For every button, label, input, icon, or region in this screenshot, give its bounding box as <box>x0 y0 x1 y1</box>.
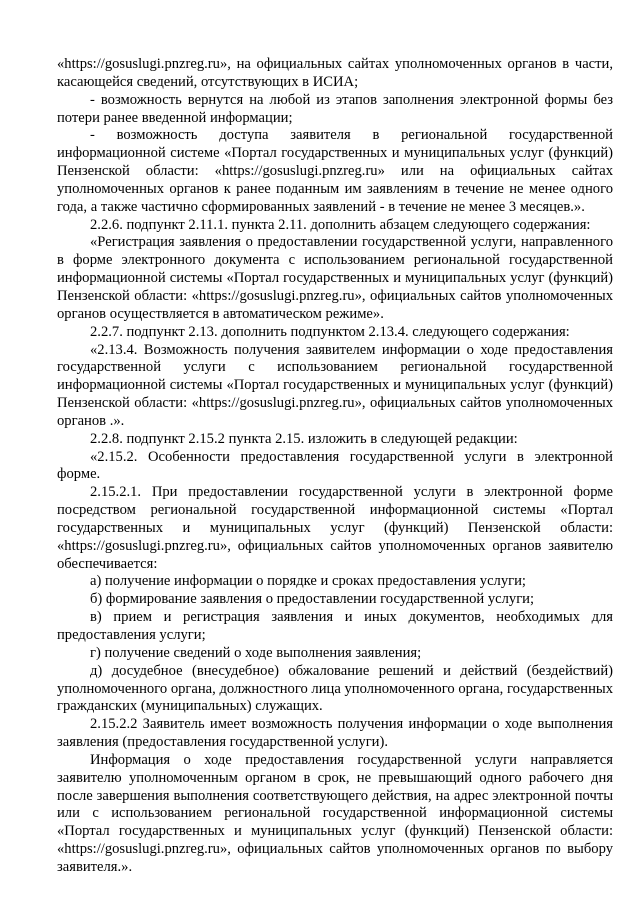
paragraph-4: 2.2.6. подпункт 2.11.1. пункта 2.11. дополнить абзацем следующего содержания: <box>90 216 591 233</box>
paragraph-6: 2.2.7. подпункт 2.13. дополнить подпунктом 2.13.4. следующего содержания: <box>90 323 570 340</box>
paragraph-10: 2.15.2.1. При предоставлении государственной услуги в электронной форме посредством региональной государственной информационной системы «Портал государственных и муниципальных услуг (функций) Пензенской области: «https://gosuslugi.pnzreg.ru», официальных сайтов уполномоченных органов заявителю обеспечивается: <box>57 484 613 572</box>
paragraph-17: Информация о ходе предоставления государственной услуги направляется заявителю уполномоченным органом в срок, не превышающий одного рабочего дня после завершения выполнения соответствующего действия, на адрес электронной почты или с использованием региональной государственной информационной системы «Портал государственных и муниципальных услуг (функций) Пензенской области: «https://gosuslugi.pnzreg.ru», официальных сайтов уполномоченных органов по выбору заявителя.». <box>57 751 613 875</box>
document-page <box>57 56 613 877</box>
paragraph-12: б) формирование заявления о предоставлении государственной услуги; <box>90 591 535 608</box>
paragraph-13: в) прием и регистрация заявления и иных документов, необходимых для предоставления услуги; <box>57 609 613 643</box>
paragraph-1: «https://gosuslugi.pnzreg.ru», на официальных сайтах уполномоченных органов в части, касающейся сведений, отсутствующих в ИСИА; <box>57 56 613 90</box>
paragraph-3: - возможность доступа заявителя в региональной государственной информационной системе «Портал государственных и муниципальных услуг (функций) Пензенской области: «https://gosuslugi.pnzreg.ru» или на официальных сайтах уполномоченных органов к ранее поданным им заявлениям в течение не менее одного года, а также частично сформированных заявлений - в течение не менее 3 месяцев.». <box>57 127 613 215</box>
paragraph-5: «Регистрация заявления о предоставлении государственной услуги, направленного в форме электронного документа с использованием региональной государственной информационной системы «Портал государственных и муниципальных услуг (функций) Пензенской области: «https://gosuslugi.pnzreg.ru», официальных сайтов уполномоченных органов осуществляется в автоматическом режиме». <box>57 234 613 322</box>
paragraph-11: а) получение информации о порядке и сроках предоставления услуги; <box>90 573 526 590</box>
paragraph-8: 2.2.8. подпункт 2.15.2 пункта 2.15. изложить в следующей редакции: <box>90 430 518 447</box>
paragraph-2: - возможность вернутся на любой из этапов заполнения электронной формы без потери ранее введенной информации; <box>57 91 613 126</box>
paragraph-7: «2.13.4. Возможность получения заявителем информации о ходе предоставления государственной услуги с использованием региональной государственной информационной системы «Портал государственных и муниципальных услуг (функций) Пензенской области: «https://gosuslugi.pnzreg.ru», официальных сайтов уполномоченных органов .». <box>57 341 613 429</box>
paragraph-16: 2.15.2.2 Заявитель имеет возможность получения информации о ходе выполнения заявления (предоставления государственной услуги). <box>57 716 613 751</box>
paragraph-15: д) досудебное (внесудебное) обжалование решений и действий (бездействий) уполномоченного органа, должностного лица уполномоченного органа, государственных гражданских (муниципальных) служащих. <box>57 662 613 715</box>
paragraph-14: г) получение сведений о ходе выполнения заявления; <box>90 644 422 661</box>
paragraph-9: «2.15.2. Особенности предоставления государственной услуги в электронной форме. <box>57 448 613 483</box>
